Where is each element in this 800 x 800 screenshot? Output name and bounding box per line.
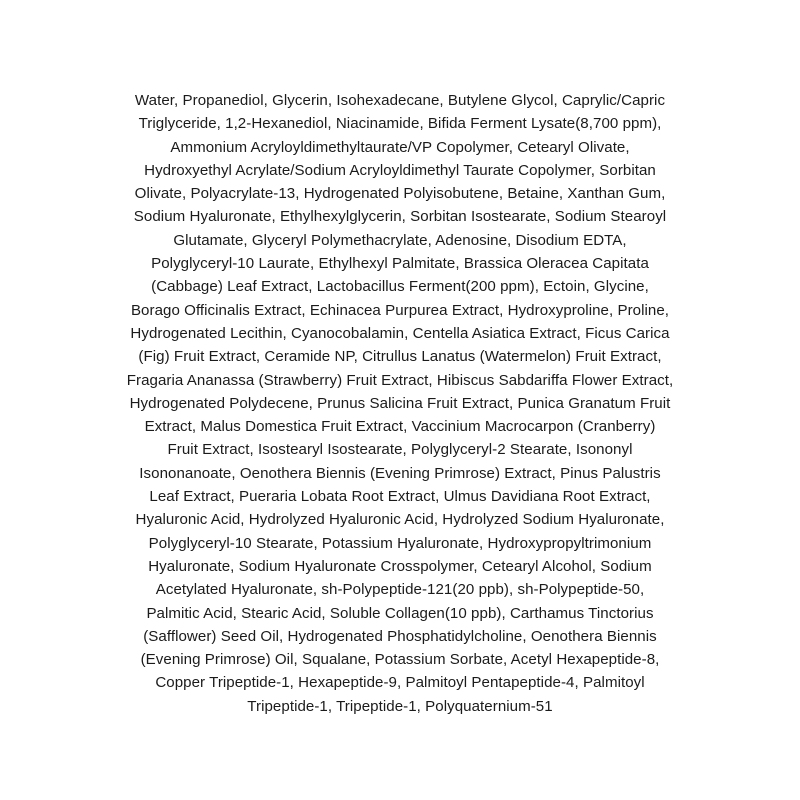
ingredient-line: Fruit Extract, Isostearyl Isostearate, Polyglyceryl-2 Stearate, Isononyl [167, 441, 633, 459]
ingredient-line: Polyglyceryl-10 Stearate, Potassium Hyaluronate, Hydroxypropyltrimonium [148, 534, 652, 552]
ingredient-line: Fragaria Ananassa (Strawberry) Fruit Extract, Hibiscus Sabdariffa Flower Extract, [126, 371, 674, 389]
ingredient-line: (Safflower) Seed Oil, Hydrogenated Phosphatidylcholine, Oenothera Biennis [143, 627, 657, 645]
ingredient-line: Acetylated Hyaluronate, sh-Polypeptide-121(20 ppb), sh-Polypeptide-50, [155, 581, 645, 599]
ingredient-line: Hyaluronate, Sodium Hyaluronate Crosspolymer, Cetearyl Alcohol, Sodium [148, 557, 652, 575]
ingredient-line: Leaf Extract, Pueraria Lobata Root Extract, Ulmus Davidiana Root Extract, [149, 488, 651, 506]
ingredient-line: (Cabbage) Leaf Extract, Lactobacillus Ferment(200 ppm), Ectoin, Glycine, [151, 278, 649, 296]
ingredient-line: Copper Tripeptide-1, Hexapeptide-9, Palmitoyl Pentapeptide-4, Palmitoyl [155, 674, 645, 692]
ingredient-line: Sodium Hyaluronate, Ethylhexylglycerin, Sorbitan Isostearate, Sodium Stearoyl [133, 208, 667, 226]
ingredient-line: Extract, Malus Domestica Fruit Extract, Vaccinium Macrocarpon (Cranberry) [144, 418, 656, 436]
ingredient-line: Tripeptide-1, Tripeptide-1, Polyquaternium-51 [247, 697, 553, 715]
ingredient-line: Palmitic Acid, Stearic Acid, Soluble Collagen(10 ppb), Carthamus Tinctorius [146, 604, 654, 622]
ingredient-line: (Fig) Fruit Extract, Ceramide NP, Citrullus Lanatus (Watermelon) Fruit Extract, [138, 348, 662, 366]
ingredient-line: Hydrogenated Polydecene, Prunus Salicina Fruit Extract, Punica Granatum Fruit [129, 394, 671, 412]
ingredient-line: Olivate, Polyacrylate-13, Hydrogenated Polyisobutene, Betaine, Xanthan Gum, [134, 185, 666, 203]
ingredient-line: (Evening Primrose) Oil, Squalane, Potassium Sorbate, Acetyl Hexapeptide-8, [140, 651, 660, 669]
ingredient-line: Water, Propanediol, Glycerin, Isohexadecane, Butylene Glycol, Caprylic/Capric [134, 92, 666, 109]
ingredient-line: Borago Officinalis Extract, Echinacea Purpurea Extract, Hydroxyproline, Proline, [130, 301, 670, 319]
ingredient-line: Hyaluronic Acid, Hydrolyzed Hyaluronic Acid, Hydrolyzed Sodium Hyaluronate, [135, 511, 665, 529]
ingredient-line: Ammonium Acryloyldimethyltaurate/VP Copolymer, Cetearyl Olivate, [170, 138, 630, 156]
ingredient-line: Triglyceride, 1,2-Hexanediol, Niacinamide, Bifida Ferment Lysate(8,700 ppm), [138, 115, 662, 133]
ingredient-line: Hydrogenated Lecithin, Cyanocobalamin, Centella Asiatica Extract, Ficus Carica [130, 324, 670, 342]
ingredient-line: Isononanoate, Oenothera Biennis (Evening Primrose) Extract, Pinus Palustris [139, 464, 661, 482]
ingredient-line: Glutamate, Glyceryl Polymethacrylate, Adenosine, Disodium EDTA, [173, 231, 627, 249]
ingredient-line: Hydroxyethyl Acrylate/Sodium Acryloyldimethyl Taurate Copolymer, Sorbitan [144, 161, 656, 179]
ingredient-line: Polyglyceryl-10 Laurate, Ethylhexyl Palmitate, Brassica Oleracea Capitata [151, 255, 649, 273]
ingredient-list [70, 89, 730, 718]
